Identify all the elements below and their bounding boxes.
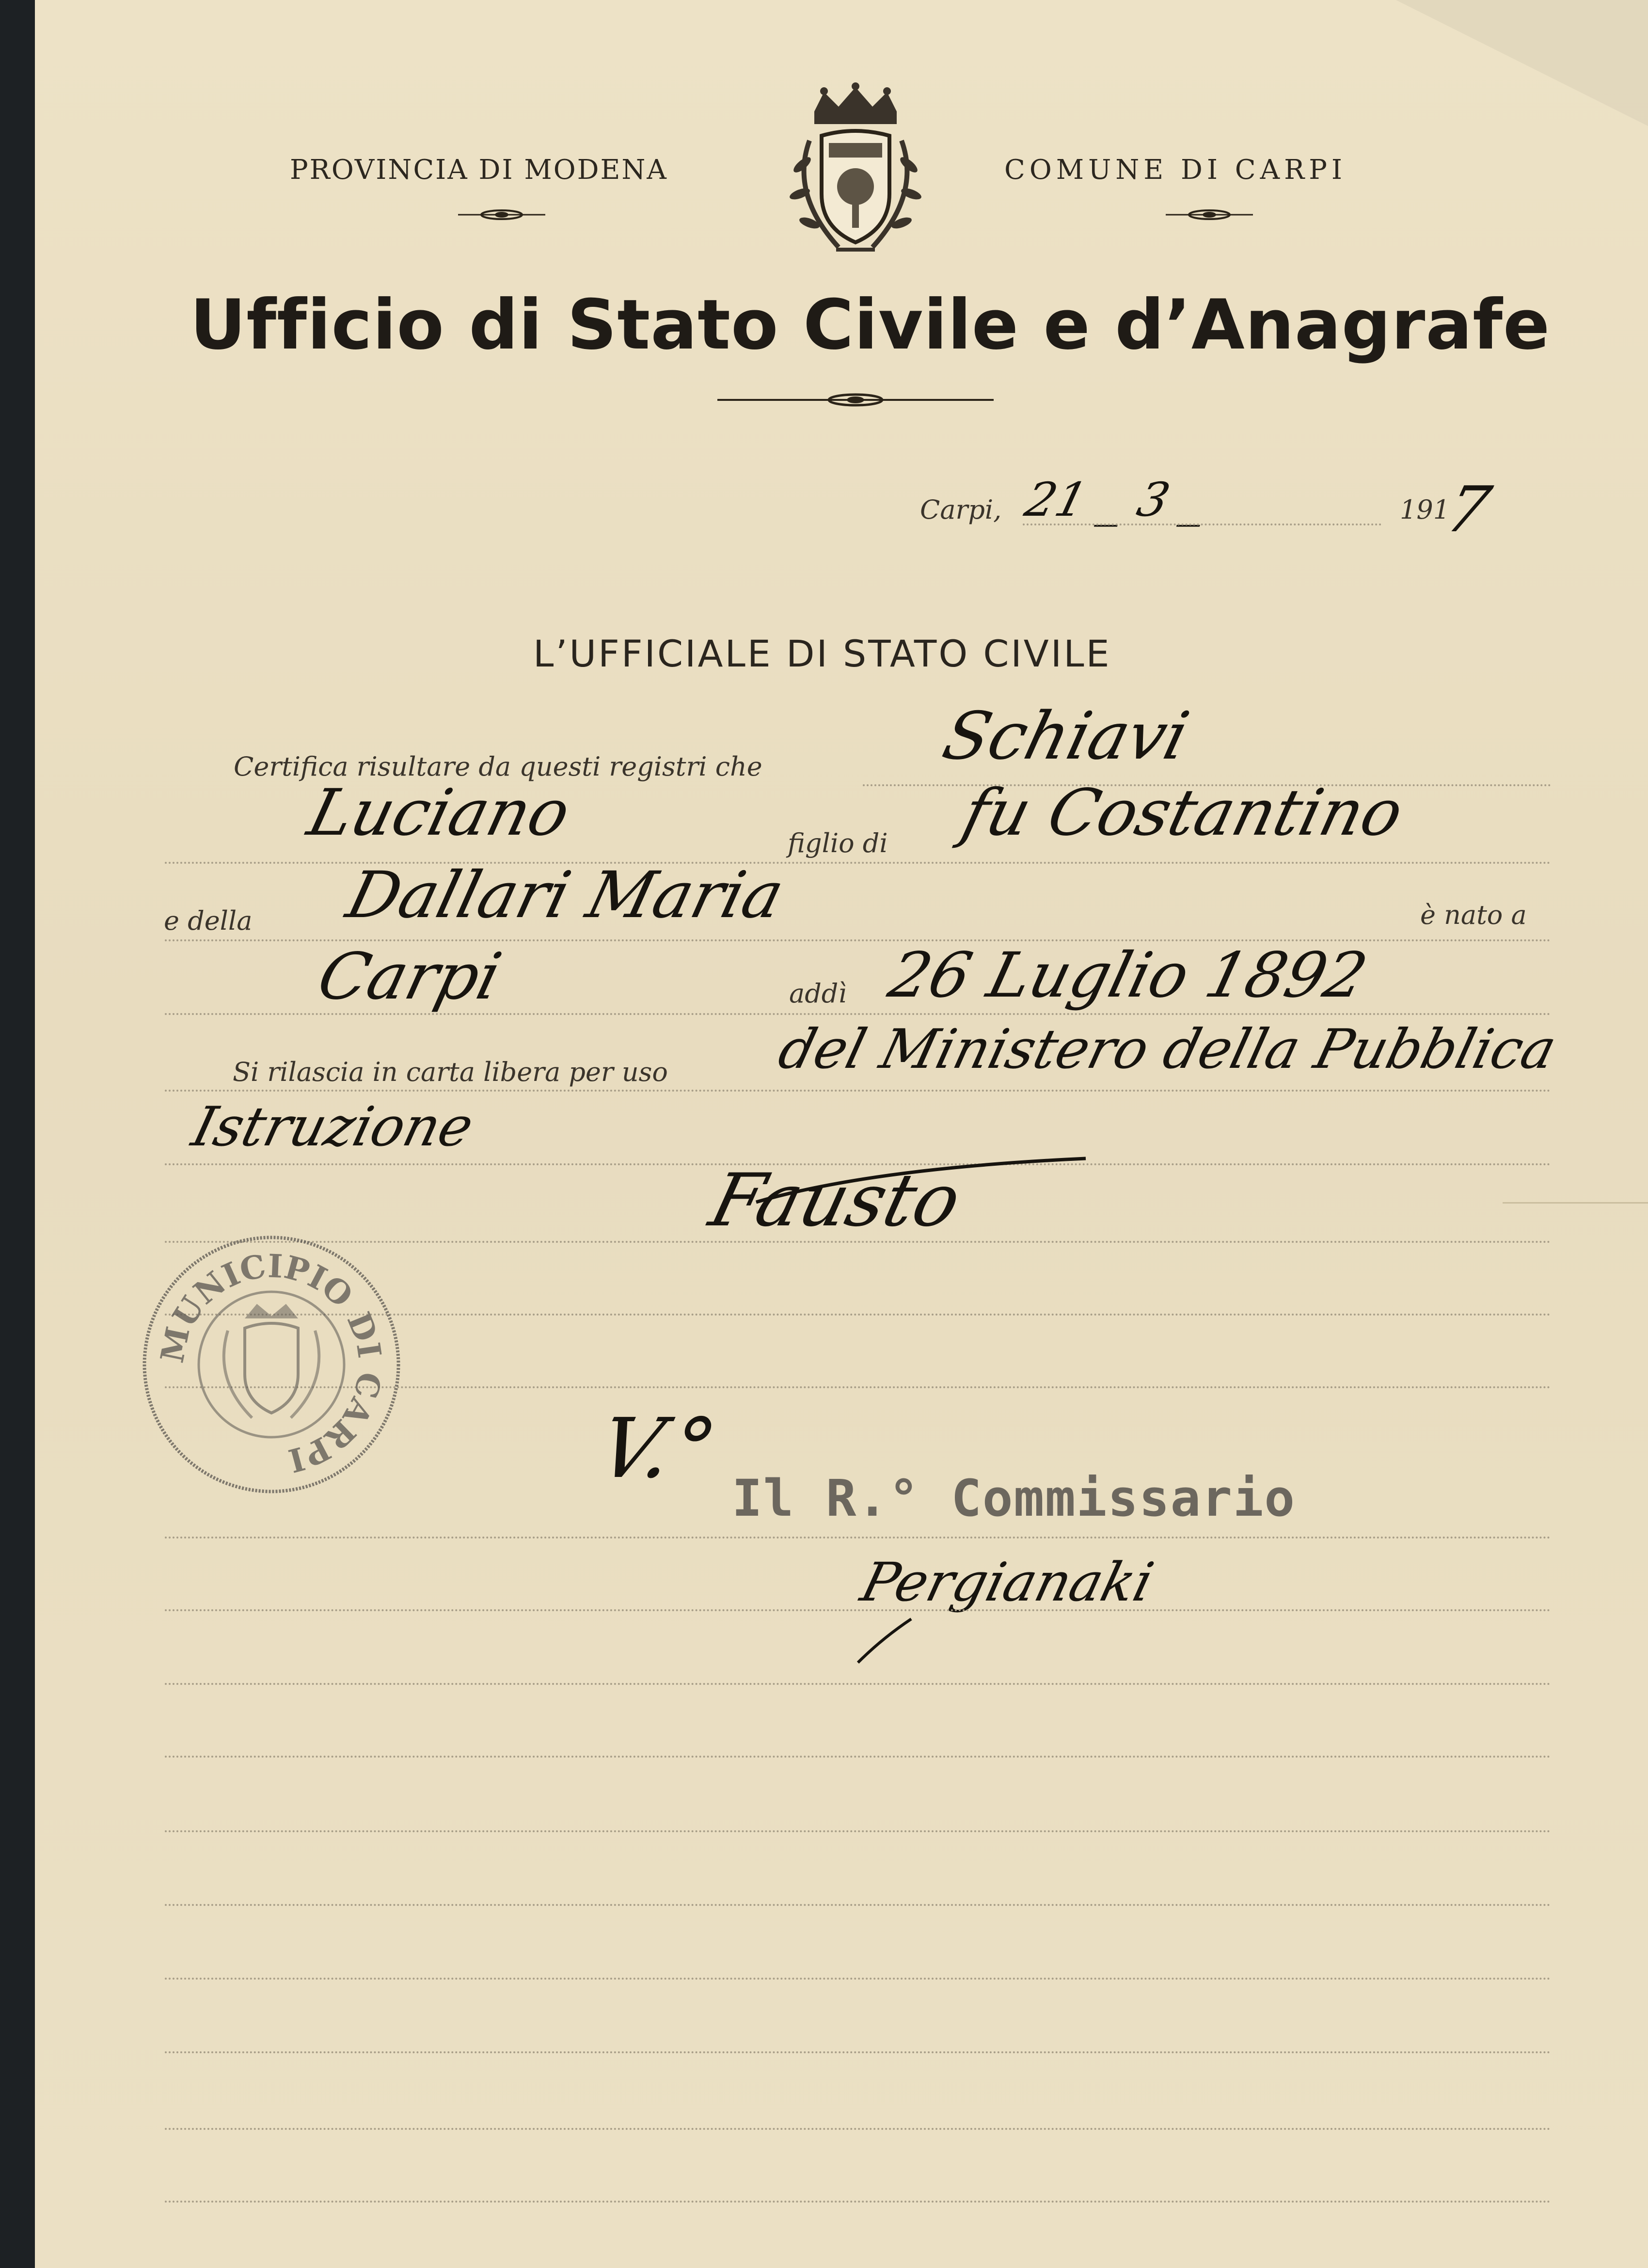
commissario-signature: Pergianaki: [855, 1551, 1160, 1613]
rule-13: [165, 1756, 1551, 1758]
father-name: fu Costantino: [955, 776, 1410, 850]
right-ornament: [1163, 207, 1255, 222]
birth-date: 26 Luglio 1892: [882, 939, 1374, 1012]
surname: Schiavi: [935, 698, 1196, 774]
uso-value-line1: del Ministero della Pubblica: [772, 1018, 1563, 1081]
certifica-label: Certifica risultare da questi registri che: [234, 751, 762, 782]
birthplace: Carpi: [310, 939, 508, 1014]
addi-label: addì: [789, 978, 847, 1009]
letterhead-comune: COMUNE DI CARPI: [1004, 154, 1347, 186]
signature-flourish: [727, 1149, 1095, 1207]
nato-label: è nato a: [1420, 900, 1527, 930]
officer-signature: Fausto: [702, 1158, 969, 1243]
date-place: Carpi,: [920, 494, 1002, 525]
uso-value-line2: Istruzione: [186, 1095, 480, 1158]
municipal-seal-stamp: [141, 1234, 402, 1495]
rule-4: [165, 1013, 1551, 1015]
office-title: Ufficio di Stato Civile e d’Anagrafe: [190, 285, 1551, 365]
figlio-label: figlio di: [788, 828, 888, 858]
handwritten-date: 21 _ 3 _: [1020, 473, 1213, 527]
uso-label: Si rilascia in carta libera per uso: [233, 1057, 668, 1087]
rule-17: [165, 2051, 1551, 2053]
date-rule: [1023, 523, 1381, 525]
coat-of-arms-emblem: [780, 82, 931, 262]
paper-crease: [1503, 1202, 1648, 1204]
seal-text: MUNICIPIO DI CARPI: [153, 1247, 389, 1480]
letterhead-province: PROVINCIA DI MODENA: [290, 154, 668, 186]
corner-fold: [1396, 0, 1648, 126]
title-underline-ornament: [717, 393, 994, 407]
rule-16: [165, 1978, 1551, 1980]
rule-12: [165, 1683, 1551, 1685]
rule-14: [165, 1830, 1551, 1832]
commissario-stamp: Il R.° Commissario: [732, 1469, 1296, 1528]
della-label: e della: [164, 905, 253, 936]
given-name: Luciano: [301, 776, 578, 850]
rule-5: [165, 1090, 1551, 1092]
scan-edge: [0, 0, 35, 2268]
svg-text:MUNICIPIO DI CARPI: [153, 1247, 389, 1479]
visto-mark: V.°: [589, 1401, 726, 1497]
rule-15: [165, 1904, 1551, 1906]
left-ornament: [456, 207, 548, 222]
year-handwritten: 7: [1439, 473, 1498, 546]
rule-19: [165, 2201, 1551, 2203]
rule-10: [165, 1537, 1551, 1538]
officer-heading: L’UFFICIALE DI STATO CIVILE: [533, 632, 1111, 675]
mother-name: Dallari Maria: [339, 858, 792, 933]
year-printed: 191: [1400, 494, 1450, 525]
rule-18: [165, 2128, 1551, 2130]
rule-11: [165, 1609, 1551, 1611]
